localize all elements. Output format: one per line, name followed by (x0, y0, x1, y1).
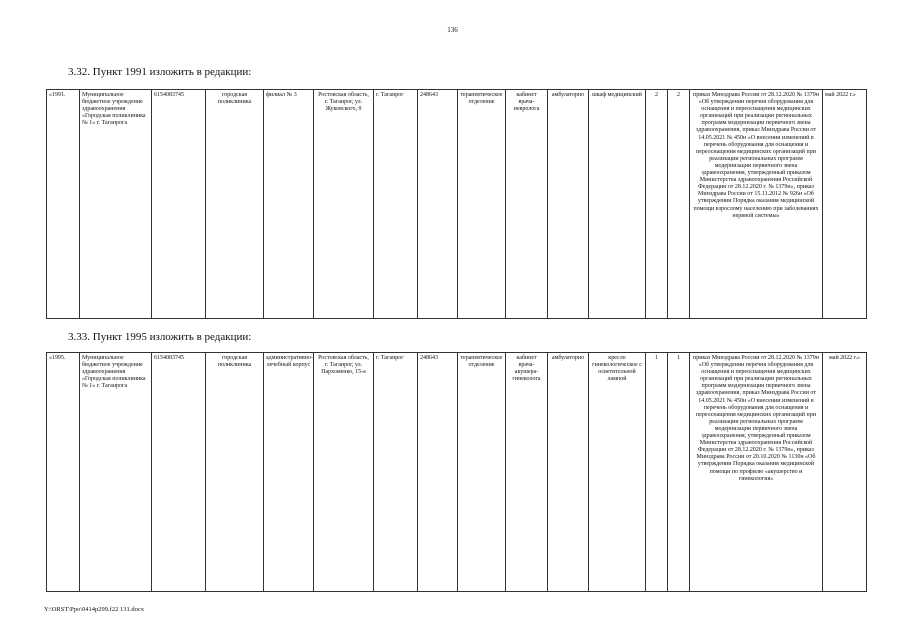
cell-code: 248643 (418, 90, 458, 319)
cell-inn: 6154083745 (152, 90, 206, 319)
file-path-footer: Y:\ORST\Ppo\0414p299.f22 131.docx (44, 606, 144, 613)
cell-basis: приказ Минздрава России от 28.12.2020 № 1379н «Об утверждении перечня оборудования для оснащения и переоснащения медицинских организаций при реализации региональных программ модернизации первичного звена здравоохранения, приказ Минздрава России от 14.05.2021 № 450н «О внесении изменений в перечень оборудования для оснащения и переоснащения медицинских организаций при реализации региональных программ модернизации первичного звена здравоохранения, утвержденный приказом Министерства здравоохранения Российской Федерации от 28.12.2020 г. № 1379н», приказ Минздрава России от 15.11.2012 № 926н «Об утверждении Порядка оказания медицинской помощи взрослому населению при заболеваниях нервной системы» (690, 90, 823, 319)
cell-city: г. Таганрог (374, 90, 418, 319)
cell-qty1: 1 (646, 353, 668, 592)
cell-type: городская поликлиника (206, 90, 264, 319)
cell-date: май 2022 г.» (823, 353, 867, 592)
cell-unit: административно-лечебный корпус (264, 353, 314, 592)
cell-address: Ростовская область, г. Таганрог, ул. Жуковского, 9 (314, 90, 374, 319)
cell-num: «1995. (47, 353, 80, 592)
cell-dept: терапевтическое отделение (458, 353, 506, 592)
cell-qty2: 1 (668, 353, 690, 592)
cell-dept: терапевтическое отделение (458, 90, 506, 319)
cell-kind: амбулаторно (548, 353, 589, 592)
cell-room: кабинет врача-невролога (506, 90, 548, 319)
cell-qty2: 2 (668, 90, 690, 319)
table-item-1995 (46, 352, 867, 592)
cell-type: городская поликлиника (206, 353, 264, 592)
cell-inn: 6154083745 (152, 353, 206, 592)
section-heading-1995: 3.33. Пункт 1995 изложить в редакции: (68, 331, 252, 343)
cell-basis: приказ Минздрава России от 28.12.2020 № 1379н «Об утверждении перечня оборудования для оснащения и переоснащения медицинских организаций при реализации региональных программ модернизации первичного звена здравоохранения, приказ Минздрава России от 14.05.2021 № 450н «О внесении изменений в перечень оборудования для оснащения и переоснащения медицинских организаций при реализации региональных программ модернизации первичного звена здравоохранения, утвержденный приказом Министерства здравоохранения Российской Федерации от 28.12.2020 г. № 1379н», приказ Минздрава России от 20.10.2020 № 1130н «Об утверждении Порядка оказания медицинской помощи по профилю «акушерство и гинекология» (690, 353, 823, 592)
cell-kind: амбулаторно (548, 90, 589, 319)
cell-city: г. Таганрог (374, 353, 418, 592)
cell-equipment: кресло гинекологическое с осветительной лампой (589, 353, 646, 592)
cell-code: 248643 (418, 353, 458, 592)
table-row (47, 353, 867, 592)
cell-date: май 2022 г.» (823, 90, 867, 319)
cell-org: Муниципальное бюджетное учреждение здравоохранения «Городская поликлиника № 1» г. Таганрога (80, 353, 152, 592)
cell-equipment: шкаф медицинский (589, 90, 646, 319)
cell-qty1: 2 (646, 90, 668, 319)
cell-address: Ростовская область, г. Таганрог, ул. Пархоменко, 15-а (314, 353, 374, 592)
cell-room: кабинет врача-акушера-гинеколога (506, 353, 548, 592)
table-row (47, 90, 867, 319)
cell-num: «1991. (47, 90, 80, 319)
cell-org: Муниципальное бюджетное учреждение здравоохранения «Городская поликлиника № 1» г. Таганрога (80, 90, 152, 319)
cell-unit: филиал № 3 (264, 90, 314, 319)
section-heading-1991: 3.32. Пункт 1991 изложить в редакции: (68, 66, 252, 78)
page-number: 136 (447, 26, 458, 34)
table-item-1991 (46, 89, 867, 319)
